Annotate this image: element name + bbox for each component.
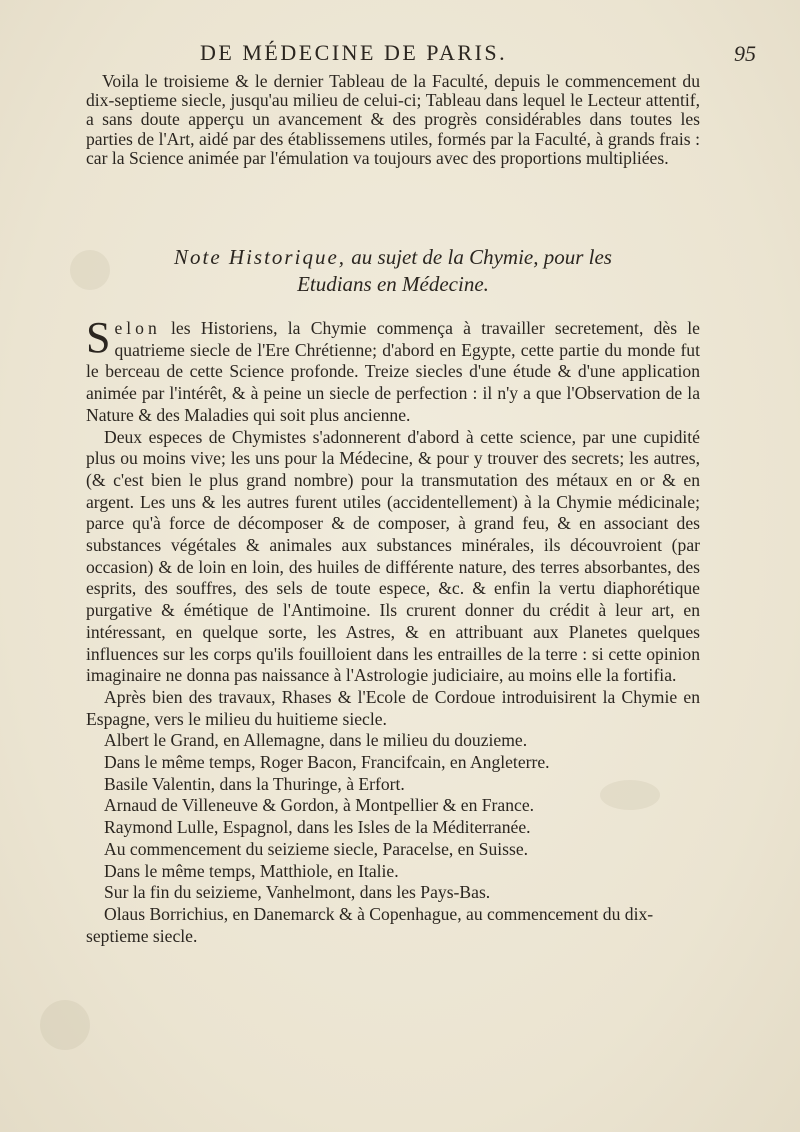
paragraph-3: Après bien des travaux, Rhases & l'Ecole de Cordoue introduisirent la Chymie en Espagne, vers le milieu du huitieme siecle.: [86, 686, 700, 729]
running-header-title: DE MÉDECINE DE PARIS.: [200, 40, 508, 65]
list-item: Dans le même temps, Matthiole, en Italie.: [104, 860, 399, 881]
drop-cap: S: [86, 313, 111, 362]
paper-stain: [40, 1000, 90, 1050]
list-item: Arnaud de Villeneuve & Gordon, à Montpellier & en France.: [104, 795, 535, 816]
list-item-last: Olaus Borrichius, en Danemarck & à Copenhague, au commencement du dix-septieme siecle.: [86, 903, 654, 946]
paragraph-1-text: les Historiens, la Chymie commença à travailler secretement, dès le quatrieme siecle de l'Ere Chrétienne; d'abord en Egypte, cette partie du monde fut le berceau de cette Science profonde. Treize siecles d'une étude & d'une application animée par l'intérêt, & à peine un siecle de perfection : il n'y a que l'Observation de la Nature & des Maladies qui soit plus ancienne.: [86, 318, 700, 425]
list-item: Au commencement du seizieme siecle, Paracelse, en Suisse.: [104, 838, 529, 859]
list-item: Sur la fin du seizieme, Vanhelmont, dans les Pays-Bas.: [104, 882, 491, 903]
first-word-rest: elon: [114, 318, 161, 338]
body-text: [86, 313, 700, 947]
list-item: Albert le Grand, en Allemagne, dans le milieu du douzieme.: [104, 730, 528, 751]
section-heading-line-2: Etudians en Médecine.: [297, 272, 489, 296]
list-item: Raymond Lulle, Espagnol, dans les Isles de la Méditerranée.: [104, 817, 531, 838]
chemist-list: [86, 730, 700, 904]
paragraph-2: Deux especes de Chymistes s'adonnerent d'abord à cette science, par une cupidité plus ou moins vive; les uns pour la Médecine, & pour y trouver des secrets; les autres, (& c'est bien le plus grand nombre) pour la transmutation des métaux en or & en argent. Les uns & les autres furent utiles (accidentellement) à la Chymie médicinale; parce qu'à force de décomposer & de composer, à grand feu, & en associant des substances végétales & animales aux substances minérales, ils découvroient (par occasion) & de loin en loin, des huiles de différente nature, des terres absorbantes, des esprits, des souffres, des sels de toute espece, &c. & enfin la vertu diaphorétique purgative & émétique de l'Antimoine. Ils crurent donner du crédit à leur art, en intéressant, en quelque sorte, les Astres, & en attribuant aux Planetes quelques influences sur les corps qu'ils fouilloient dans les entrailles de la terre : si cette opinion imaginaire ne donna pas naissance à l'Astrologie judiciaire, au moins elle la fortifia.: [86, 426, 700, 686]
intro-paragraph: Voila le troisieme & le dernier Tableau de la Faculté, depuis le commencement du dix-septieme siecle, jusqu'au milieu de celui-ci; Tableau dans lequel le Lecteur attentif, a sans doute apperçu un avancement & des progrès considérables dans toutes les parties de l'Art, aidé par des établissemens utiles, formés par la Faculté, à grands frais : car la Science animée par l'émulation va toujours avec des proportions multipliées.: [86, 71, 700, 168]
section-heading-line-1: [86, 244, 700, 271]
section-heading: [86, 244, 700, 298]
running-header: [200, 40, 760, 72]
section-heading-prefix: Note Historique,: [174, 245, 347, 269]
page-number: 95: [734, 41, 756, 66]
section-heading-line-1-rest: au sujet de la Chymie, pour les: [351, 245, 612, 269]
list-item: Dans le même temps, Roger Bacon, Francifcain, en Angleterre.: [104, 752, 550, 773]
list-item: Basile Valentin, dans la Thuringe, à Erfort.: [104, 773, 405, 794]
paragraph-1: [86, 313, 700, 427]
